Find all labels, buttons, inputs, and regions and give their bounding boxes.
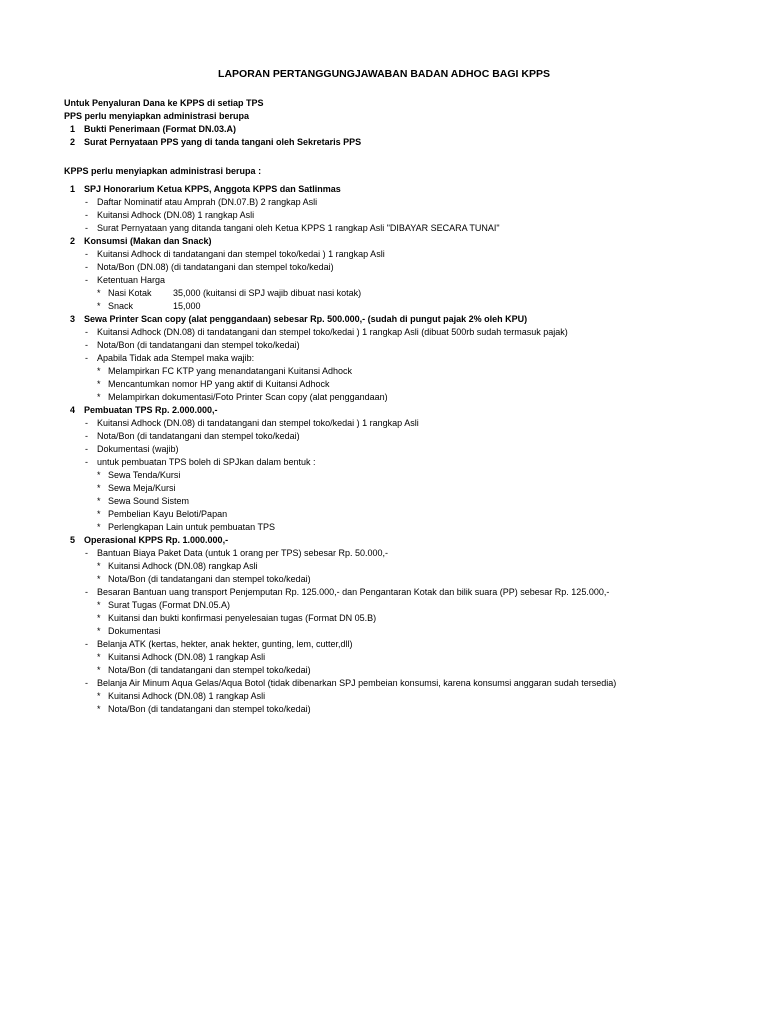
star-item: * Dokumentasi <box>97 626 161 636</box>
dash-item: - Kuitansi Adhock (DN.08) 1 rangkap Asli <box>85 210 255 220</box>
intro-line-1: Untuk Penyaluran Dana ke KPPS di setiap TPS <box>64 98 264 108</box>
star-item: * Melampirkan dokumentasi/Foto Printer Scan copy (alat penggandaan) <box>97 392 388 402</box>
star-item: * Kuitansi dan bukti konfirmasi penyelesaian tugas (Format DN 05.B) <box>97 613 377 623</box>
price-row: * Nasi Kotak 35,000 (kuitansi di SPJ wajib dibuat nasi kotak) <box>97 288 362 298</box>
star-item: * Nota/Bon (di tandatangani dan stempel toko/kedai) <box>97 665 311 675</box>
section-heading <box>0 183 768 196</box>
star-item: * Melampirkan FC KTP yang menandatangani Kuitansi Adhock <box>97 366 352 376</box>
dash-item: - Nota/Bon (di tandatangani dan stempel toko/kedai) <box>85 340 300 350</box>
dash-item: - Daftar Nominatif atau Amprah (DN.07.B) 2 rangkap Asli <box>85 197 318 207</box>
item-number: 2 <box>70 137 76 147</box>
star-item: * Sewa Sound Sistem <box>97 496 190 506</box>
dash-item: - Belanja Air Minum Aqua Gelas/Aqua Botol (tidak dibenarkan SPJ pembeian konsumsi, karena konsumsi anggaran sudah tersedia) <box>85 678 617 688</box>
section-number: 5 <box>70 535 76 545</box>
dash-item: - Kuitansi Adhock (DN.08) di tandatangani dan stempel toko/kedai ) 1 rangkap Asli <box>85 418 419 428</box>
star-item: * Kuitansi Adhock (DN.08) rangkap Asli <box>97 561 258 571</box>
section-number: 3 <box>70 314 76 324</box>
star-item: * Pembelian Kayu Beloti/Papan <box>97 509 228 519</box>
star-item: * Kuitansi Adhock (DN.08) 1 rangkap Asli <box>97 652 266 662</box>
star-item: * Kuitansi Adhock (DN.08) 1 rangkap Asli <box>97 691 266 701</box>
star-item: * Sewa Tenda/Kursi <box>97 470 181 480</box>
item-text: Surat Pernyataan PPS yang di tanda tangani oleh Sekretaris PPS <box>84 137 362 147</box>
star-item: * Nota/Bon (di tandatangani dan stempel toko/kedai) <box>97 704 311 714</box>
section-title: SPJ Honorarium Ketua KPPS, Anggota KPPS dan Satlinmas <box>84 184 341 194</box>
dash-item: - Kuitansi Adhock (DN.08) di tandatangani dan stempel toko/kedai ) 1 rangkap Asli (dibuat 500rb sudah termasuk pajak) <box>85 327 568 337</box>
section-number: 2 <box>70 236 76 246</box>
price-row: * Snack 15,000 <box>97 301 201 311</box>
star-item: * Mencantumkan nomor HP yang aktif di Kuitansi Adhock <box>97 379 330 389</box>
section-number: 4 <box>70 405 76 415</box>
intro-item <box>0 136 768 149</box>
dash-item: - Belanja ATK (kertas, hekter, anak hekter, gunting, lem, cutter,dll) <box>85 639 353 649</box>
kpps-heading: KPPS perlu menyiapkan administrasi berupa : <box>64 166 262 176</box>
section-number: 1 <box>70 184 76 194</box>
intro-line-2: PPS perlu menyiapkan administrasi berupa <box>64 111 250 121</box>
section-title: Sewa Printer Scan copy (alat penggandaan) sebesar Rp. 500.000,- (sudah di pungut pajak 2% oleh KPU) <box>84 314 528 324</box>
dash-item: - Dokumentasi (wajib) <box>85 444 179 454</box>
section-title: Operasional KPPS Rp. 1.000.000,- <box>84 535 229 545</box>
dash-item: - untuk pembuatan TPS boleh di SPJkan dalam bentuk : <box>85 457 316 467</box>
section-heading <box>0 404 768 417</box>
star-item: * Sewa Meja/Kursi <box>97 483 176 493</box>
item-text: Bukti Penerimaan (Format DN.03.A) <box>84 124 237 134</box>
dash-item: - Apabila Tidak ada Stempel maka wajib: <box>85 353 255 363</box>
dash-item: - Nota/Bon (DN.08) (di tandatangani dan stempel toko/kedai) <box>85 262 334 272</box>
item-number: 1 <box>70 124 76 134</box>
section-heading <box>0 534 768 547</box>
star-item: * Perlengkapan Lain untuk pembuatan TPS <box>97 522 275 532</box>
dash-item: - Nota/Bon (di tandatangani dan stempel toko/kedai) <box>85 431 300 441</box>
document-title: LAPORAN PERTANGGUNGJAWABAN BADAN ADHOC BAGI KPPS <box>218 68 550 80</box>
dash-item: - Bantuan Biaya Paket Data (untuk 1 orang per TPS) sebesar Rp. 50.000,- <box>85 548 389 558</box>
section-heading <box>0 235 768 248</box>
star-item: * Surat Tugas (Format DN.05.A) <box>97 600 231 610</box>
intro-item <box>0 123 768 136</box>
dash-item: - Kuitansi Adhock di tandatangani dan stempel toko/kedai ) 1 rangkap Asli <box>85 249 385 259</box>
dash-item: - Ketentuan Harga <box>85 275 166 285</box>
dash-item: - Surat Pernyataan yang ditanda tangani oleh Ketua KPPS 1 rangkap Asli "DIBAYAR SECARA TUNAI" <box>85 223 500 233</box>
section-heading <box>0 313 768 326</box>
dash-item: - Besaran Bantuan uang transport Penjemputan Rp. 125.000,- dan Pengantaran Kotak dan bilik suara (PP) sebesar Rp. 125.000,- <box>85 587 610 597</box>
section-title: Konsumsi (Makan dan Snack) <box>84 236 212 246</box>
section-title: Pembuatan TPS Rp. 2.000.000,- <box>84 405 218 415</box>
star-item: * Nota/Bon (di tandatangani dan stempel toko/kedai) <box>97 574 311 584</box>
